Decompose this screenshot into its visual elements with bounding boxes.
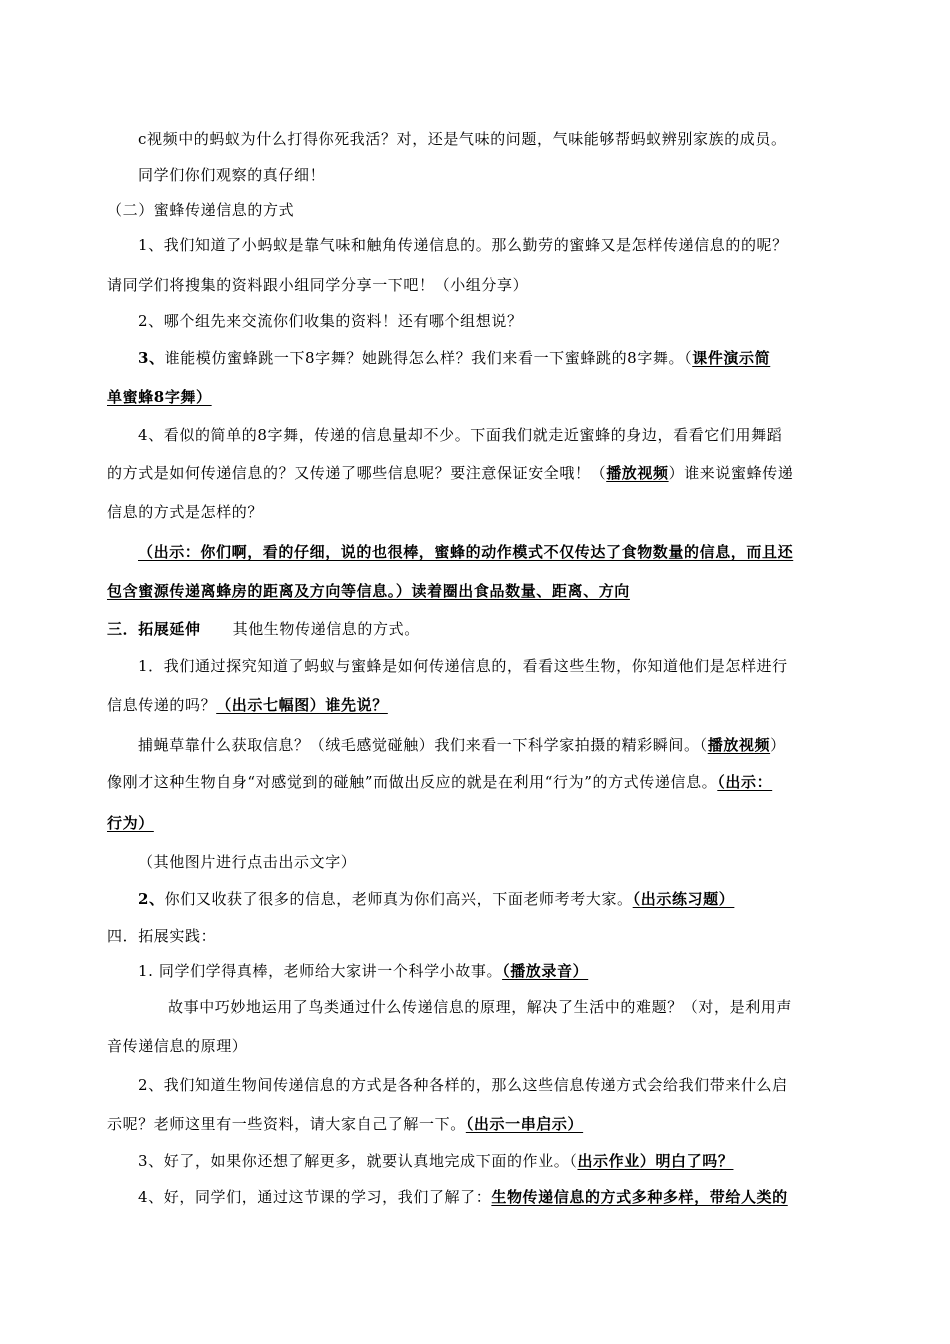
- paragraph-line: [138, 960, 588, 982]
- display-note: （出示一串启示）: [465, 1115, 584, 1133]
- paragraph-line: [138, 1186, 788, 1208]
- line-text: 4、好，同学们，通过这节课的学习，我们了解了：: [138, 1188, 492, 1206]
- paragraph-line: [107, 1113, 583, 1135]
- paragraph-line: c视频中的蚂蚁为什么打得你死我活？对，还是气味的问题，气味能够帮蚂蚁辨别家族的成员。: [138, 130, 787, 148]
- courseware-note: 课件演示简: [692, 349, 771, 367]
- line-text: 示呢？老师这里有一些资料，请大家自己了解一下。: [107, 1115, 466, 1133]
- line-text: 捕蝇草靠什么获取信息？（绒毛感觉碰触）我们来看一下科学家拍摄的精彩瞬间。（: [138, 736, 708, 754]
- paragraph-line: [138, 734, 786, 756]
- paragraph-line: [107, 462, 793, 484]
- paragraph-line: 同学们你们观察的真仔细！: [138, 166, 326, 184]
- paragraph-line: [138, 888, 734, 910]
- line-text: 信息传递的吗？: [107, 696, 217, 714]
- paragraph-line: （其他图片进行点击出示文字）: [138, 853, 357, 871]
- paragraph-line: [107, 694, 388, 716]
- display-note: （出示练习题）: [632, 890, 735, 908]
- line-text: 3、好了，如果你还想了解更多，就要认真地完成下面的作业。（: [138, 1152, 578, 1170]
- item-number: 2、: [138, 890, 165, 908]
- paragraph-line: [107, 771, 772, 793]
- line-text: 像刚才这种生物自身“对感觉到的碰触”而做出反应的就是在利用“行为”的方式传递信息。: [107, 773, 718, 791]
- conclusion-note: 生物传递信息的方式多种多样，带给人类的: [491, 1188, 788, 1206]
- line-text: ）: [770, 736, 786, 754]
- line-text: 谁能模仿蜜蜂跳一下8字舞？她跳得怎么样？我们来看一下蜜蜂跳的8字舞。（: [164, 349, 693, 367]
- paragraph-line: 2、哪个组先来交流你们收集的资料！还有哪个组想说？: [138, 312, 523, 330]
- display-note: 行为）: [107, 814, 154, 832]
- paragraph-line: [138, 1150, 733, 1172]
- paragraph-line: [138, 347, 770, 369]
- display-note: 出示作业）明白了吗？: [577, 1152, 734, 1170]
- paragraph-line: 4、看似的简单的8字舞，传递的信息量却不少。下面我们就走近蜜蜂的身边，看看它们用舞蹈: [138, 426, 783, 444]
- line-text: 的方式是如何传递信息的？又传递了哪些信息呢？要注意保证安全哦！（: [107, 464, 607, 482]
- line-text: 1. 同学们学得真棒，老师给大家讲一个科学小故事。: [138, 962, 503, 980]
- play-video-note: 播放视频: [707, 736, 771, 754]
- play-video-note: 播放视频: [606, 464, 669, 482]
- paragraph-line: 1．我们通过探究知道了蚂蚁与蜜蜂是如何传递信息的，看看这些生物，你知道他们是怎样进行: [138, 657, 788, 675]
- courseware-note: 单蜜蜂8字舞）: [107, 388, 212, 406]
- paragraph-line: 2、我们知道生物间传递信息的方式是各种各样的，那么这些信息传递方式会给我们带来什么启: [138, 1076, 788, 1094]
- paragraph-line: 故事中巧妙地运用了鸟类通过什么传递信息的原理，解决了生活中的难题？（对，是利用声: [168, 998, 793, 1016]
- item-number: 3、: [138, 349, 165, 367]
- line-text: 你们又收获了很多的信息，老师真为你们高兴，下面老师考考大家。: [164, 890, 633, 908]
- paragraph-line: 音传递信息的原理）: [107, 1037, 248, 1055]
- heading-number: 三．拓展延伸: [107, 620, 201, 638]
- display-note: （出示：: [717, 773, 773, 791]
- section-heading: 四．拓展实践：: [107, 927, 217, 945]
- paragraph-line: 信息的方式是怎样的？: [107, 503, 264, 521]
- paragraph-line: 1、我们知道了小蚂蚁是靠气味和触角传递信息的。那么勤劳的蜜蜂又是怎样传递信息的的呢？: [138, 236, 788, 254]
- section-heading: （二）蜜蜂传递信息的方式: [107, 201, 295, 219]
- section-heading: [107, 618, 420, 640]
- display-note: （出示七幅图）谁先说？: [216, 696, 388, 714]
- heading-subtitle: 其他生物传递信息的方式。: [232, 620, 420, 638]
- paragraph-line: 请同学们将搜集的资料跟小组同学分享一下吧！（小组分享）: [107, 276, 529, 294]
- play-audio-note: （播放录音）: [502, 962, 589, 980]
- display-note: 包含蜜源传递离蜂房的距离及方向等信息。）读着圈出食品数量、距离、方向: [107, 582, 630, 600]
- display-note: （出示：你们啊，看的仔细，说的也很棒，蜜蜂的动作模式不仅传达了食物数量的信息，而且还: [138, 543, 794, 561]
- line-text: ）谁来说蜜蜂传递: [668, 464, 794, 482]
